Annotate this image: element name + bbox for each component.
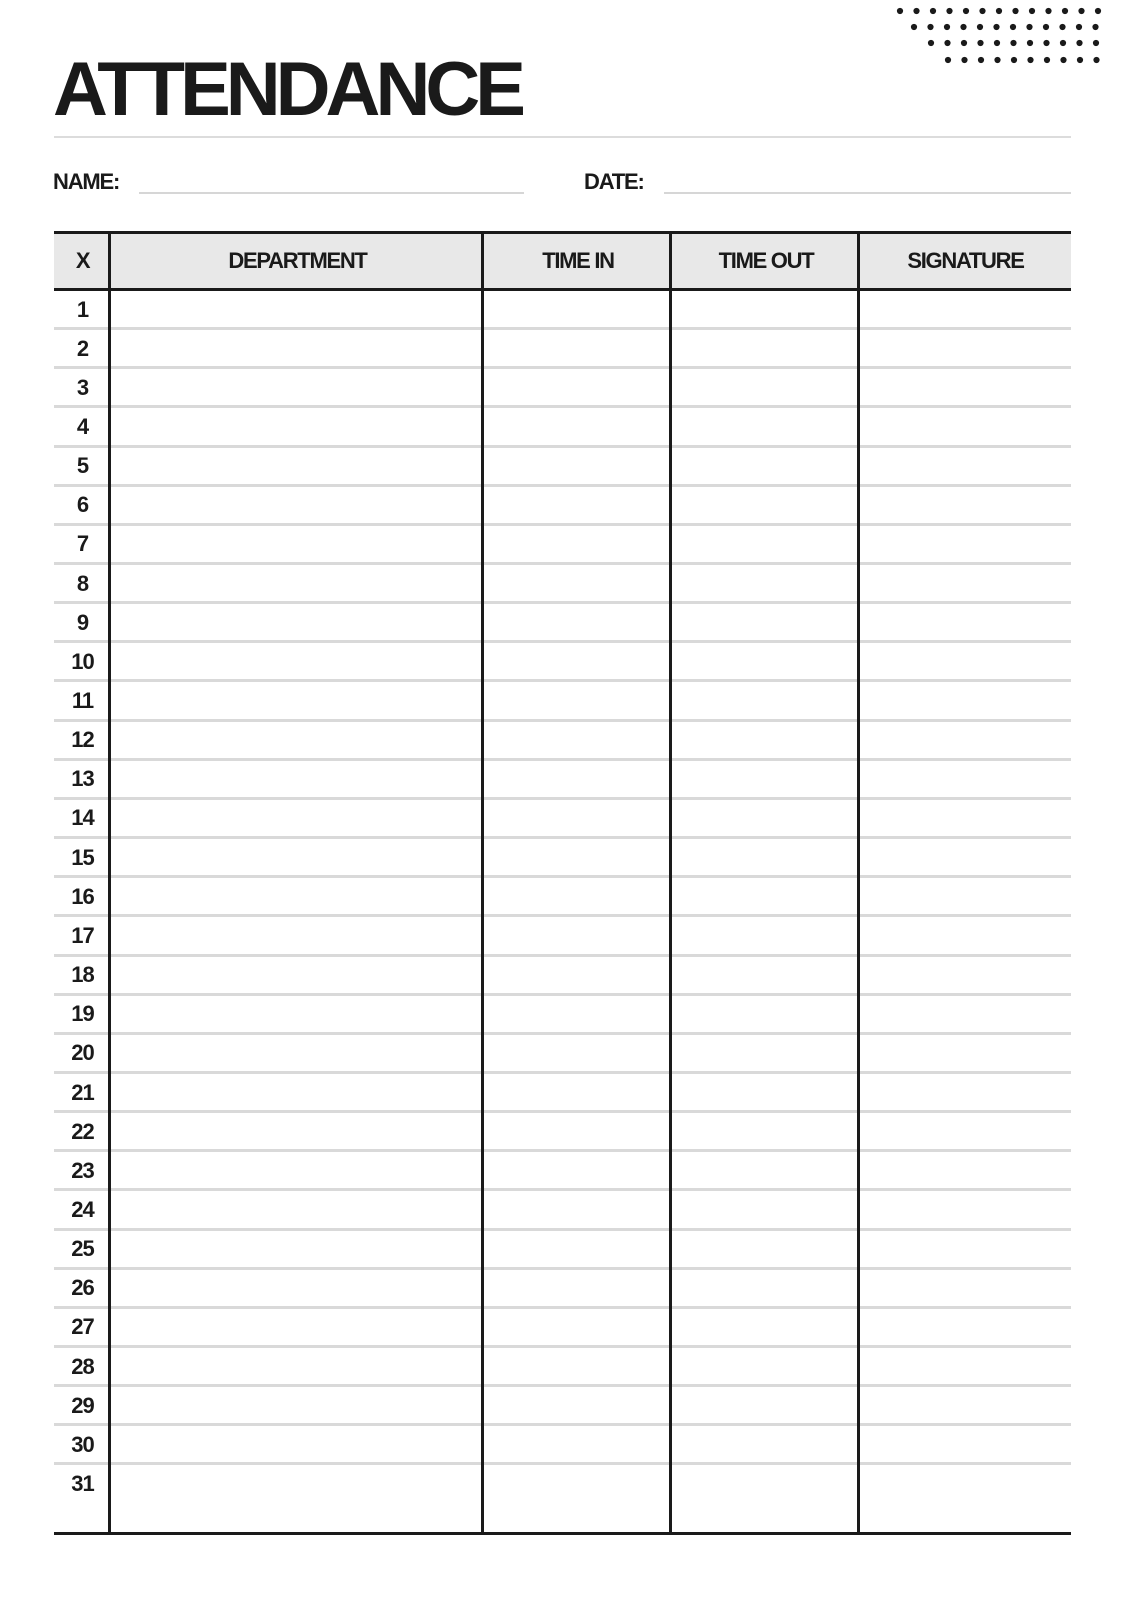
department-cell[interactable]	[111, 330, 484, 367]
row-number: 14	[71, 805, 94, 831]
time-out-cell[interactable]	[672, 408, 860, 445]
signature-cell[interactable]	[860, 1348, 1071, 1385]
row-number: 9	[76, 609, 89, 635]
signature-cell[interactable]	[860, 957, 1071, 994]
table-row	[54, 1074, 1071, 1113]
table-row	[54, 1113, 1071, 1152]
signature-cell[interactable]	[860, 291, 1071, 328]
department-cell[interactable]	[111, 1426, 484, 1463]
time-in-cell[interactable]	[484, 917, 672, 954]
table-row	[54, 1231, 1071, 1270]
row-number: 11	[71, 688, 94, 713]
time-out-cell[interactable]	[672, 487, 860, 524]
time-out-cell[interactable]	[672, 1387, 860, 1424]
time-in-cell[interactable]	[484, 1152, 672, 1189]
signature-cell[interactable]	[860, 1191, 1071, 1228]
department-cell[interactable]	[111, 408, 484, 445]
department-cell[interactable]	[111, 1113, 484, 1150]
table-row	[54, 1426, 1071, 1465]
department-cell[interactable]	[111, 957, 484, 994]
time-out-cell[interactable]	[672, 722, 860, 759]
time-in-cell[interactable]	[484, 722, 672, 759]
signature-cell[interactable]	[860, 1426, 1071, 1463]
header-time-in: TIME IN	[542, 248, 614, 273]
row-number: 28	[71, 1353, 94, 1379]
signature-cell[interactable]	[860, 683, 1071, 720]
table-row	[54, 330, 1071, 369]
time-in-cell[interactable]	[484, 526, 672, 563]
time-in-cell[interactable]	[484, 487, 672, 524]
signature-cell[interactable]	[860, 917, 1071, 954]
department-cell[interactable]	[111, 369, 484, 406]
time-in-cell[interactable]	[484, 800, 672, 837]
signature-cell[interactable]	[860, 604, 1071, 641]
row-number: 5	[76, 453, 89, 479]
table-row	[54, 1387, 1071, 1426]
time-out-cell[interactable]	[672, 800, 860, 837]
time-in-cell[interactable]	[484, 369, 672, 406]
time-in-cell[interactable]	[484, 839, 672, 876]
time-in-cell[interactable]	[484, 448, 672, 485]
table-row	[54, 1035, 1071, 1074]
signature-cell[interactable]	[860, 448, 1071, 485]
time-in-cell[interactable]	[484, 1348, 672, 1385]
time-out-cell[interactable]	[672, 957, 860, 994]
department-cell[interactable]	[111, 722, 484, 759]
time-out-cell[interactable]	[672, 1074, 860, 1111]
table-row	[54, 800, 1071, 839]
time-out-cell[interactable]	[672, 878, 860, 915]
time-out-cell[interactable]	[672, 291, 860, 328]
row-number: 23	[71, 1157, 94, 1183]
column-divider	[669, 231, 672, 1535]
table-row	[54, 448, 1071, 487]
row-number: 4	[76, 413, 89, 439]
time-out-cell[interactable]	[672, 448, 860, 485]
time-out-cell[interactable]	[672, 761, 860, 798]
table-row	[54, 683, 1071, 722]
department-cell[interactable]	[111, 761, 484, 798]
signature-cell[interactable]	[860, 1231, 1071, 1268]
time-in-cell[interactable]	[484, 1074, 672, 1111]
signature-cell[interactable]	[860, 643, 1071, 680]
table-row	[54, 291, 1071, 330]
time-out-cell[interactable]	[672, 1113, 860, 1150]
department-cell[interactable]	[111, 565, 484, 602]
time-out-cell[interactable]	[672, 1466, 860, 1503]
department-cell[interactable]	[111, 1035, 484, 1072]
department-cell[interactable]	[111, 448, 484, 485]
signature-cell[interactable]	[860, 1074, 1071, 1111]
time-in-cell[interactable]	[484, 408, 672, 445]
table-row	[54, 487, 1071, 526]
time-out-cell[interactable]	[672, 996, 860, 1033]
row-number: 7	[76, 531, 89, 557]
row-number: 10	[71, 648, 94, 674]
table-row	[54, 1152, 1071, 1191]
date-field[interactable]	[664, 192, 1071, 194]
department-cell[interactable]	[111, 1348, 484, 1385]
department-cell[interactable]	[111, 917, 484, 954]
department-cell[interactable]	[111, 839, 484, 876]
time-in-cell[interactable]	[484, 1309, 672, 1346]
signature-cell[interactable]	[860, 526, 1071, 563]
time-in-cell[interactable]	[484, 1426, 672, 1463]
row-number: 18	[71, 962, 94, 988]
department-cell[interactable]	[111, 996, 484, 1033]
time-in-cell[interactable]	[484, 1270, 672, 1307]
table-row	[54, 1191, 1071, 1230]
department-cell[interactable]	[111, 800, 484, 837]
row-number: 6	[76, 492, 89, 518]
signature-cell[interactable]	[860, 1270, 1071, 1307]
time-out-cell[interactable]	[672, 1270, 860, 1307]
table-row	[54, 722, 1071, 761]
row-number: 8	[76, 570, 89, 596]
department-cell[interactable]	[111, 1270, 484, 1307]
signature-cell[interactable]	[860, 722, 1071, 759]
department-cell[interactable]	[111, 604, 484, 641]
signature-cell[interactable]	[860, 369, 1071, 406]
time-in-cell[interactable]	[484, 330, 672, 367]
date-label: DATE:	[584, 169, 644, 194]
row-number: 29	[71, 1392, 94, 1418]
time-in-cell[interactable]	[484, 1113, 672, 1150]
department-cell[interactable]	[111, 1387, 484, 1424]
time-in-cell[interactable]	[484, 761, 672, 798]
time-in-cell[interactable]	[484, 604, 672, 641]
header-department: DEPARTMENT	[228, 248, 367, 273]
row-number: 1	[76, 296, 89, 322]
time-out-cell[interactable]	[672, 604, 860, 641]
signature-cell[interactable]	[860, 761, 1071, 798]
department-cell[interactable]	[111, 1074, 484, 1111]
table-row	[54, 839, 1071, 878]
row-number: 3	[76, 374, 89, 400]
column-divider	[481, 231, 484, 1535]
table-row	[54, 1270, 1071, 1309]
table-row	[54, 1466, 1071, 1505]
row-number: 12	[71, 727, 94, 753]
row-number: 15	[71, 844, 94, 870]
page-title: ATTENDANCE	[53, 47, 521, 132]
department-cell[interactable]	[111, 878, 484, 915]
department-cell[interactable]	[111, 1309, 484, 1346]
table-row	[54, 408, 1071, 447]
row-number: 30	[71, 1431, 94, 1457]
time-out-cell[interactable]	[672, 1152, 860, 1189]
department-cell[interactable]	[111, 1466, 484, 1503]
table-row	[54, 917, 1071, 956]
time-in-cell[interactable]	[484, 996, 672, 1033]
time-out-cell[interactable]	[672, 1035, 860, 1072]
department-cell[interactable]	[111, 1231, 484, 1268]
header-number: X	[75, 248, 90, 273]
header-signature: SIGNATURE	[907, 248, 1024, 273]
department-cell[interactable]	[111, 526, 484, 563]
table-row	[54, 957, 1071, 996]
time-in-cell[interactable]	[484, 1191, 672, 1228]
time-out-cell[interactable]	[672, 369, 860, 406]
time-out-cell[interactable]	[672, 1231, 860, 1268]
time-out-cell[interactable]	[672, 1191, 860, 1228]
signature-cell[interactable]	[860, 565, 1071, 602]
department-cell[interactable]	[111, 291, 484, 328]
time-out-cell[interactable]	[672, 643, 860, 680]
row-number: 19	[71, 1001, 94, 1027]
table-row	[54, 761, 1071, 800]
row-number: 13	[71, 766, 94, 792]
row-number: 17	[71, 922, 94, 948]
table-row	[54, 369, 1071, 408]
attendance-table	[54, 231, 1071, 1535]
signature-cell[interactable]	[860, 1309, 1071, 1346]
table-row	[54, 643, 1071, 682]
signature-cell[interactable]	[860, 996, 1071, 1033]
time-out-cell[interactable]	[672, 839, 860, 876]
time-in-cell[interactable]	[484, 291, 672, 328]
table-row	[54, 878, 1071, 917]
signature-cell[interactable]	[860, 839, 1071, 876]
table-row	[54, 1309, 1071, 1348]
row-number: 22	[71, 1118, 94, 1144]
signature-cell[interactable]	[860, 878, 1071, 915]
time-out-cell[interactable]	[672, 683, 860, 720]
name-field[interactable]	[139, 192, 524, 194]
signature-cell[interactable]	[860, 1152, 1071, 1189]
header-time-out: TIME OUT	[718, 248, 814, 273]
department-cell[interactable]	[111, 1191, 484, 1228]
time-in-cell[interactable]	[484, 957, 672, 994]
time-in-cell[interactable]	[484, 878, 672, 915]
row-number: 24	[71, 1196, 94, 1222]
row-number: 25	[71, 1236, 94, 1262]
time-in-cell[interactable]	[484, 1466, 672, 1503]
time-in-cell[interactable]	[484, 683, 672, 720]
signature-cell[interactable]	[860, 487, 1071, 524]
column-divider	[108, 231, 111, 1535]
table-row	[54, 565, 1071, 604]
name-label: NAME:	[53, 169, 120, 194]
time-out-cell[interactable]	[672, 1309, 860, 1346]
table-body	[54, 291, 1071, 1535]
table-row	[54, 604, 1071, 643]
time-in-cell[interactable]	[484, 1231, 672, 1268]
signature-cell[interactable]	[860, 330, 1071, 367]
table-header	[54, 231, 1071, 291]
signature-cell[interactable]	[860, 800, 1071, 837]
signature-cell[interactable]	[860, 1466, 1071, 1503]
time-in-cell[interactable]	[484, 1035, 672, 1072]
time-out-cell[interactable]	[672, 526, 860, 563]
time-out-cell[interactable]	[672, 565, 860, 602]
time-in-cell[interactable]	[484, 643, 672, 680]
signature-cell[interactable]	[860, 1387, 1071, 1424]
row-number: 27	[71, 1314, 94, 1340]
title-divider	[54, 136, 1071, 138]
column-divider	[857, 231, 860, 1535]
table-row	[54, 996, 1071, 1035]
department-cell[interactable]	[111, 1152, 484, 1189]
time-out-cell[interactable]	[672, 1426, 860, 1463]
row-number: 16	[71, 883, 94, 909]
time-in-cell[interactable]	[484, 565, 672, 602]
row-number: 26	[71, 1275, 94, 1301]
time-out-cell[interactable]	[672, 330, 860, 367]
row-number: 21	[71, 1079, 94, 1105]
signature-cell[interactable]	[860, 1113, 1071, 1150]
signature-cell[interactable]	[860, 408, 1071, 445]
table-row	[54, 1348, 1071, 1387]
department-cell[interactable]	[111, 643, 484, 680]
table-row	[54, 526, 1071, 565]
time-out-cell[interactable]	[672, 1348, 860, 1385]
department-cell[interactable]	[111, 683, 484, 720]
row-number: 31	[71, 1471, 94, 1496]
department-cell[interactable]	[111, 487, 484, 524]
row-number: 2	[76, 335, 89, 361]
row-number: 20	[71, 1040, 94, 1066]
time-in-cell[interactable]	[484, 1387, 672, 1424]
signature-cell[interactable]	[860, 1035, 1071, 1072]
time-out-cell[interactable]	[672, 917, 860, 954]
